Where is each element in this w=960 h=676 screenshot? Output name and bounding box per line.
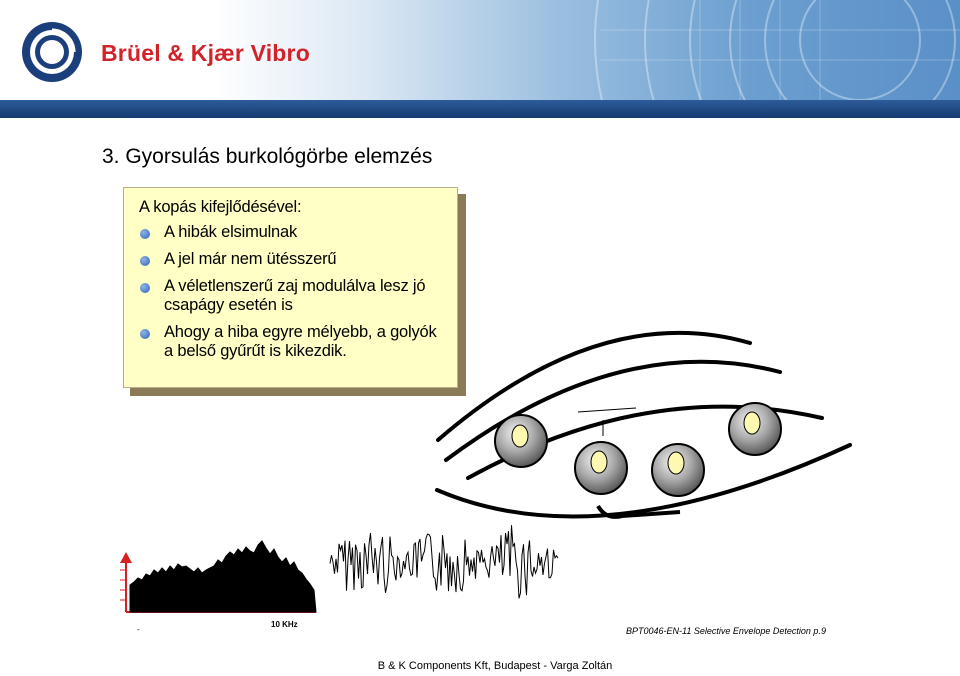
- bearing-balls: [495, 403, 781, 496]
- bullet-text: A véletlenszerű zaj modulálva lesz jó csapágy esetén is: [164, 277, 426, 314]
- defect-bracket: [578, 408, 636, 412]
- spectrum-xaxis-end-label: 10 KHz: [271, 620, 298, 629]
- ball: [652, 444, 704, 496]
- bullet-text: A hibák elsimulnak: [164, 223, 298, 241]
- note-box-heading: A kopás kifejlődésével:: [139, 198, 302, 216]
- bearing-races: [437, 333, 850, 517]
- slide-title: 3. Gyorsulás burkológörbe elemzés: [102, 145, 433, 168]
- ball: [495, 415, 547, 467]
- ball: [729, 403, 781, 455]
- ball: [575, 442, 627, 494]
- bullet-text: A jel már nem ütésszerű: [164, 250, 337, 268]
- spectrum-xaxis-start-label: -: [137, 625, 140, 634]
- envelope-spectrum: [130, 541, 316, 612]
- footer-text: B & K Components Kft, Budapest - Varga Zoltán: [377, 660, 613, 672]
- brand-name: Brüel & Kjær Vibro: [101, 40, 310, 66]
- reference-note: BPT0046-EN-11 Selective Envelope Detection p.9: [626, 626, 826, 636]
- footer: [0, 660, 960, 672]
- bullet-text: Ahogy a hiba egyre mélyebb, a golyók a belső gyűrűt is kikezdik.: [164, 323, 437, 360]
- envelope-time-waveform: [330, 525, 558, 598]
